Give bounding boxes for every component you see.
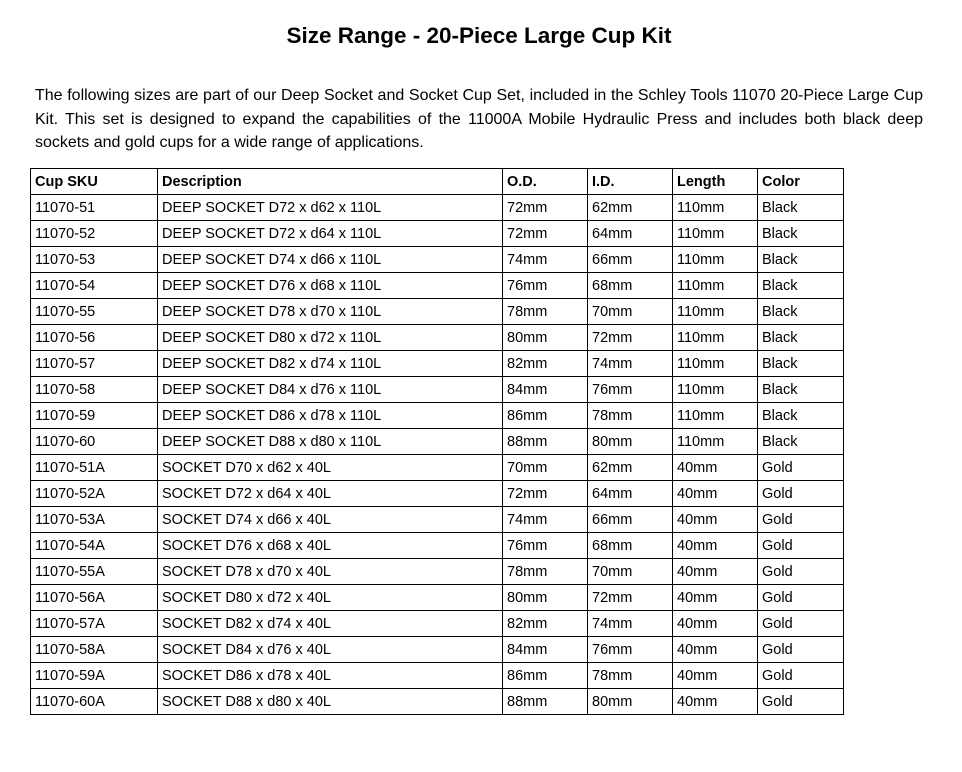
id-cell: 68mm [588,273,673,299]
length-cell: 40mm [673,689,758,715]
table-row [31,351,844,377]
table-row [31,455,844,481]
cup-sku-cell: 11070-54A [31,533,158,559]
table-row [31,585,844,611]
table-row [31,221,844,247]
length-cell: 110mm [673,325,758,351]
cup-sku-cell: 11070-54 [31,273,158,299]
length-cell: 40mm [673,611,758,637]
column-header-length: Length [673,169,758,195]
color-cell: Black [758,351,844,377]
cup-sku-cell: 11070-56 [31,325,158,351]
cup-sku-cell: 11070-59 [31,403,158,429]
table-header-row [31,169,844,195]
description-cell: DEEP SOCKET D82 x d74 x 110L [158,351,503,377]
od-cell: 82mm [503,611,588,637]
od-cell: 72mm [503,195,588,221]
od-cell: 72mm [503,481,588,507]
description-cell: DEEP SOCKET D72 x d62 x 110L [158,195,503,221]
table-row [31,663,844,689]
description-cell: SOCKET D80 x d72 x 40L [158,585,503,611]
cup-sku-cell: 11070-57A [31,611,158,637]
description-cell: SOCKET D70 x d62 x 40L [158,455,503,481]
table-row [31,325,844,351]
color-cell: Gold [758,559,844,585]
od-cell: 88mm [503,689,588,715]
cup-sku-cell: 11070-55A [31,559,158,585]
id-cell: 70mm [588,299,673,325]
table-row [31,273,844,299]
cup-sku-cell: 11070-52A [31,481,158,507]
table-row [31,637,844,663]
description-cell: DEEP SOCKET D88 x d80 x 110L [158,429,503,455]
od-cell: 78mm [503,559,588,585]
table-row [31,377,844,403]
color-cell: Gold [758,637,844,663]
description-cell: SOCKET D76 x d68 x 40L [158,533,503,559]
description-cell: SOCKET D84 x d76 x 40L [158,637,503,663]
description-cell: DEEP SOCKET D76 x d68 x 110L [158,273,503,299]
id-cell: 70mm [588,559,673,585]
description-cell: DEEP SOCKET D80 x d72 x 110L [158,325,503,351]
cup-sku-cell: 11070-60 [31,429,158,455]
id-cell: 72mm [588,585,673,611]
color-cell: Black [758,195,844,221]
od-cell: 70mm [503,455,588,481]
od-cell: 72mm [503,221,588,247]
cup-sku-cell: 11070-51A [31,455,158,481]
table-row [31,403,844,429]
id-cell: 78mm [588,403,673,429]
od-cell: 80mm [503,325,588,351]
id-cell: 78mm [588,663,673,689]
cup-sku-cell: 11070-59A [31,663,158,689]
length-cell: 110mm [673,195,758,221]
id-cell: 62mm [588,195,673,221]
cup-sku-cell: 11070-58A [31,637,158,663]
column-header-color: Color [758,169,844,195]
color-cell: Gold [758,455,844,481]
color-cell: Black [758,325,844,351]
color-cell: Gold [758,481,844,507]
cup-sku-cell: 11070-53A [31,507,158,533]
length-cell: 40mm [673,585,758,611]
description-cell: DEEP SOCKET D74 x d66 x 110L [158,247,503,273]
description-cell: DEEP SOCKET D72 x d64 x 110L [158,221,503,247]
length-cell: 40mm [673,481,758,507]
cup-sku-cell: 11070-52 [31,221,158,247]
length-cell: 40mm [673,507,758,533]
color-cell: Black [758,429,844,455]
table-row [31,559,844,585]
intro-paragraph: The following sizes are part of our Deep Socket and Socket Cup Set, included in the Schley Tools 11070 20-Piece Large Cup Kit. This set is designed to expand the capabilities of the 11000A Mobile Hydraulic Press and includes both black deep sockets and gold cups for a wide range of applications. [35,87,923,151]
od-cell: 78mm [503,299,588,325]
color-cell: Gold [758,689,844,715]
od-cell: 80mm [503,585,588,611]
length-cell: 110mm [673,299,758,325]
table-body [31,195,844,715]
id-cell: 80mm [588,689,673,715]
od-cell: 76mm [503,533,588,559]
table-row [31,195,844,221]
table-row [31,429,844,455]
od-cell: 76mm [503,273,588,299]
table-row [31,247,844,273]
description-cell: DEEP SOCKET D86 x d78 x 110L [158,403,503,429]
color-cell: Black [758,403,844,429]
id-cell: 66mm [588,507,673,533]
column-header-cup-sku: Cup SKU [31,169,158,195]
id-cell: 66mm [588,247,673,273]
length-cell: 40mm [673,663,758,689]
id-cell: 68mm [588,533,673,559]
table-row [31,689,844,715]
page-title: Size Range - 20-Piece Large Cup Kit [286,23,672,48]
id-cell: 64mm [588,481,673,507]
cup-sku-cell: 11070-60A [31,689,158,715]
length-cell: 40mm [673,455,758,481]
description-cell: SOCKET D86 x d78 x 40L [158,663,503,689]
table-row [31,533,844,559]
table-row [31,507,844,533]
length-cell: 110mm [673,221,758,247]
od-cell: 82mm [503,351,588,377]
length-cell: 110mm [673,247,758,273]
od-cell: 84mm [503,637,588,663]
cup-sku-cell: 11070-56A [31,585,158,611]
table-header [31,169,844,195]
od-cell: 88mm [503,429,588,455]
color-cell: Black [758,247,844,273]
color-cell: Gold [758,585,844,611]
id-cell: 80mm [588,429,673,455]
id-cell: 64mm [588,221,673,247]
color-cell: Gold [758,533,844,559]
length-cell: 110mm [673,377,758,403]
size-range-table [30,168,844,715]
od-cell: 74mm [503,247,588,273]
cup-sku-cell: 11070-58 [31,377,158,403]
id-cell: 76mm [588,377,673,403]
color-cell: Gold [758,663,844,689]
cup-sku-cell: 11070-57 [31,351,158,377]
length-cell: 110mm [673,429,758,455]
color-cell: Gold [758,611,844,637]
table-row [31,299,844,325]
table-row [31,611,844,637]
od-cell: 74mm [503,507,588,533]
color-cell: Black [758,299,844,325]
length-cell: 110mm [673,273,758,299]
cup-sku-cell: 11070-55 [31,299,158,325]
color-cell: Black [758,273,844,299]
od-cell: 84mm [503,377,588,403]
description-cell: SOCKET D82 x d74 x 40L [158,611,503,637]
description-cell: DEEP SOCKET D84 x d76 x 110L [158,377,503,403]
description-cell: SOCKET D72 x d64 x 40L [158,481,503,507]
description-cell: DEEP SOCKET D78 x d70 x 110L [158,299,503,325]
length-cell: 40mm [673,637,758,663]
column-header-od: O.D. [503,169,588,195]
id-cell: 76mm [588,637,673,663]
length-cell: 40mm [673,533,758,559]
length-cell: 110mm [673,403,758,429]
color-cell: Black [758,221,844,247]
cup-sku-cell: 11070-53 [31,247,158,273]
color-cell: Black [758,377,844,403]
description-cell: SOCKET D88 x d80 x 40L [158,689,503,715]
id-cell: 62mm [588,455,673,481]
description-cell: SOCKET D78 x d70 x 40L [158,559,503,585]
description-cell: SOCKET D74 x d66 x 40L [158,507,503,533]
length-cell: 110mm [673,351,758,377]
id-cell: 74mm [588,611,673,637]
color-cell: Gold [758,507,844,533]
od-cell: 86mm [503,663,588,689]
od-cell: 86mm [503,403,588,429]
cup-sku-cell: 11070-51 [31,195,158,221]
id-cell: 72mm [588,325,673,351]
column-header-description: Description [158,169,503,195]
length-cell: 40mm [673,559,758,585]
column-header-id: I.D. [588,169,673,195]
id-cell: 74mm [588,351,673,377]
table-row [31,481,844,507]
